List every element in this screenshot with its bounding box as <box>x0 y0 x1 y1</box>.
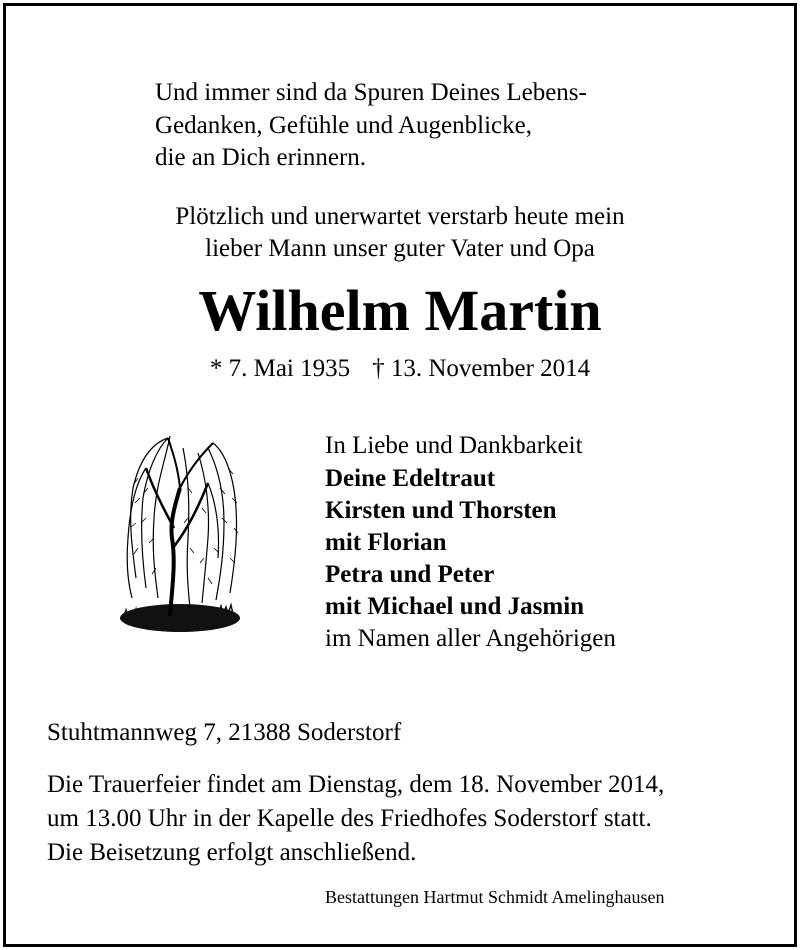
mourners-closing: im Namen aller Angehörigen <box>325 625 616 652</box>
intro-line-1: Plötzlich und unerwartet verstarb heute mein <box>175 203 625 230</box>
address: Stuhtmannweg 7, 21388 Soderstorf <box>47 719 402 746</box>
weeping-willow-icon <box>118 428 248 650</box>
mourner-1: Deine Edeltraut <box>325 465 496 492</box>
deceased-name: Wilhelm Martin <box>198 278 602 343</box>
ceremony-line-3: Die Beisetzung erfolgt anschließend. <box>47 839 417 866</box>
mourner-3: mit Florian <box>325 529 447 556</box>
undertaker: Bestattungen Hartmut Schmidt Amelinghausen <box>325 887 665 907</box>
mourner-2: Kirsten und Thorsten <box>325 497 557 524</box>
birth-date: * 7. Mai 1935 <box>209 355 351 382</box>
quote-line-3: die an Dich erinnern. <box>155 144 367 171</box>
intro-line-2: lieber Mann unser guter Vater und Opa <box>205 235 595 262</box>
ceremony-line-1: Die Trauerfeier findet am Dienstag, dem 18. November 2014, <box>47 771 665 798</box>
quote-line-2: Gedanken, Gefühle und Augenblicke, <box>155 112 532 139</box>
quote-line-1: Und immer sind da Spuren Deines Lebens- <box>155 79 587 106</box>
mourner-4: Petra und Peter <box>325 561 495 588</box>
ceremony-line-2: um 13.00 Uhr in der Kapelle des Friedhofes Soderstorf statt. <box>47 805 652 832</box>
life-dates <box>0 356 800 381</box>
death-date: † 13. November 2014 <box>372 355 591 382</box>
mourners-intro: In Liebe und Dankbarkeit <box>325 432 583 459</box>
mourner-5: mit Michael und Jasmin <box>325 593 585 620</box>
